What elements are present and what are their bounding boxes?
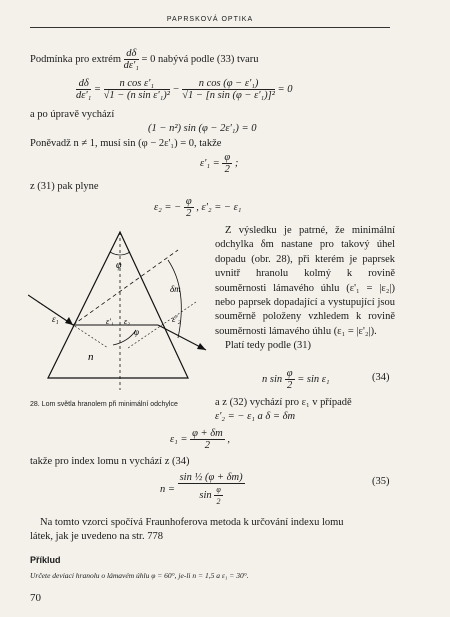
eps1p-lhs: ε'₁ = bbox=[200, 157, 220, 169]
label-eps1p: ε'₁ bbox=[106, 317, 114, 326]
deriv-rhs: = 0 bbox=[277, 83, 293, 95]
prism-figure bbox=[28, 230, 208, 395]
eps2-b: , ε'₂ = − ε₁ bbox=[196, 201, 242, 213]
eq-35 bbox=[160, 472, 245, 507]
after-text: a po úpravě vychází bbox=[30, 109, 115, 120]
emergent-arrow bbox=[197, 343, 206, 350]
example-text: Určete deviaci hranolu o lámavém úhlu φ = 60°, je-li n = 1,5 a ε₁ = 30°. bbox=[30, 571, 249, 580]
eq35-label: (35) bbox=[372, 476, 390, 487]
eps1p-semicolon: ; bbox=[232, 157, 239, 169]
from31-text: z (31) pak plyne bbox=[30, 181, 99, 192]
figure-caption: 28. Lom světla hranolem při minimální odchylce bbox=[30, 401, 178, 408]
eq35-den-num: φ bbox=[216, 485, 221, 494]
condition-fraction bbox=[124, 48, 139, 71]
condition-line bbox=[30, 48, 259, 71]
eq-eps1p bbox=[200, 152, 238, 175]
eq35-den-den: 2 bbox=[216, 497, 221, 506]
eq35-den bbox=[178, 484, 245, 507]
eq34-label: (34) bbox=[372, 372, 390, 383]
eps1p-num: φ bbox=[224, 152, 231, 163]
eq34-frac bbox=[285, 368, 295, 391]
prism-triangle bbox=[48, 232, 188, 378]
fraunhofer-line-1: Na tomto vzorci spočívá Fraunhoferova metoda k určování indexu lomu bbox=[40, 517, 344, 528]
eps2-num: φ bbox=[185, 196, 192, 207]
page-number: 70 bbox=[30, 592, 41, 604]
label-delta-m: δm bbox=[170, 284, 181, 294]
eq35-den-pre: sin bbox=[199, 489, 212, 501]
label-eps2p: ε'₂ bbox=[172, 314, 181, 324]
header-rule bbox=[30, 27, 390, 28]
incident-extension bbox=[73, 250, 178, 325]
delta-arc bbox=[168, 260, 181, 338]
deriv-lhs-den: dε'₁ bbox=[76, 90, 92, 101]
label-eps1: ε₁ bbox=[52, 314, 59, 324]
index-text: takže pro index lomu n vychází z (34) bbox=[30, 456, 190, 467]
eq35-frac bbox=[178, 472, 245, 507]
eps1-num: φ + δm bbox=[192, 428, 223, 439]
plati-text: Platí tedy podle (31) bbox=[225, 340, 312, 352]
eps2-lhs: ε₂ = − bbox=[154, 201, 182, 213]
eq-derivative bbox=[76, 78, 292, 101]
label-phi2: φ bbox=[134, 327, 139, 337]
label-n: n bbox=[88, 351, 94, 363]
eq35-lhs: n = bbox=[160, 483, 175, 495]
running-header: PAPRSKOVÁ OPTIKA bbox=[166, 16, 254, 23]
eps1p-frac bbox=[222, 152, 232, 175]
deriv-eq1: = bbox=[93, 83, 104, 95]
eq-34 bbox=[262, 368, 330, 391]
eq-eps1 bbox=[170, 428, 230, 451]
condition-den: dε'₁ bbox=[123, 60, 139, 71]
eq34-lhs: n sin bbox=[262, 373, 283, 385]
deriv-term1-den: √1 − (n sin ε'₁)² bbox=[103, 90, 170, 101]
condition-num: dδ bbox=[124, 48, 139, 60]
deriv-term2 bbox=[182, 78, 275, 101]
eps1-frac bbox=[190, 428, 225, 451]
eq35-den-frac bbox=[214, 484, 222, 507]
fraunhofer-line-2: látek, jak je uvedeno na str. 778 bbox=[30, 531, 163, 542]
eq34-rhs: = sin ε₁ bbox=[297, 373, 330, 385]
since-text: Poněvadž n ≠ 1, musí sin (φ − 2ε'₁) = 0, takže bbox=[30, 138, 222, 149]
eq35-num: sin ½ (φ + δm) bbox=[179, 472, 243, 483]
deriv-minus: − bbox=[172, 83, 183, 95]
eps1p-den: 2 bbox=[224, 164, 230, 175]
example-title: Příklud bbox=[30, 555, 61, 565]
deriv-term1 bbox=[104, 78, 170, 101]
eps2-frac bbox=[184, 196, 194, 219]
right-paragraph: Z výsledku je patrné, že minimální odchylka δm nastane pro takový úhel dopadu (obr. 28), při kterém je paprsek uvnitř hranolu kolmý k rovině souměrnosti lámavého úhlu (ε'₁ = |ε₂|) nebo paprsek dopadající a vystupující jsou souměrně položeny vzhledem k rovině souměrnosti lámavého úhlu (ε₁ = |ε'₂|). bbox=[215, 225, 395, 337]
after34-text: a z (32) vychází pro ε₁ v případě bbox=[215, 397, 352, 408]
right-column bbox=[215, 224, 395, 354]
deriv-lhs bbox=[76, 78, 91, 101]
eq-simplified: (1 − n²) sin (φ − 2ε'₁) = 0 bbox=[148, 123, 257, 134]
phi2-arc bbox=[113, 330, 136, 345]
deriv-lhs-num: dδ bbox=[76, 78, 91, 90]
eps2-den: 2 bbox=[186, 208, 192, 219]
eps1-den: 2 bbox=[204, 440, 211, 451]
deriv-term2-den: √1 − [n sin (φ − ε'₁)]² bbox=[182, 90, 275, 101]
after34b-text: ε'₂ = − ε₁ a δ = δm bbox=[215, 411, 296, 422]
eq34-den: 2 bbox=[287, 380, 293, 391]
label-eps2: ε₂ bbox=[124, 317, 130, 326]
eq34-num: φ bbox=[286, 368, 293, 379]
deriv-term1-num: n cos ε'₁ bbox=[104, 78, 170, 90]
eq-eps2 bbox=[154, 196, 241, 219]
label-phi: φ bbox=[116, 260, 122, 271]
condition-tail: = 0 nabývá podle (33) tvaru bbox=[141, 53, 259, 65]
eps1-tail: , bbox=[227, 433, 230, 445]
eps1-lhs: ε₁ = bbox=[170, 433, 188, 445]
condition-text: Podmínka pro extrém bbox=[30, 53, 121, 65]
deriv-term2-num: n cos (φ − ε'₁) bbox=[182, 78, 275, 90]
